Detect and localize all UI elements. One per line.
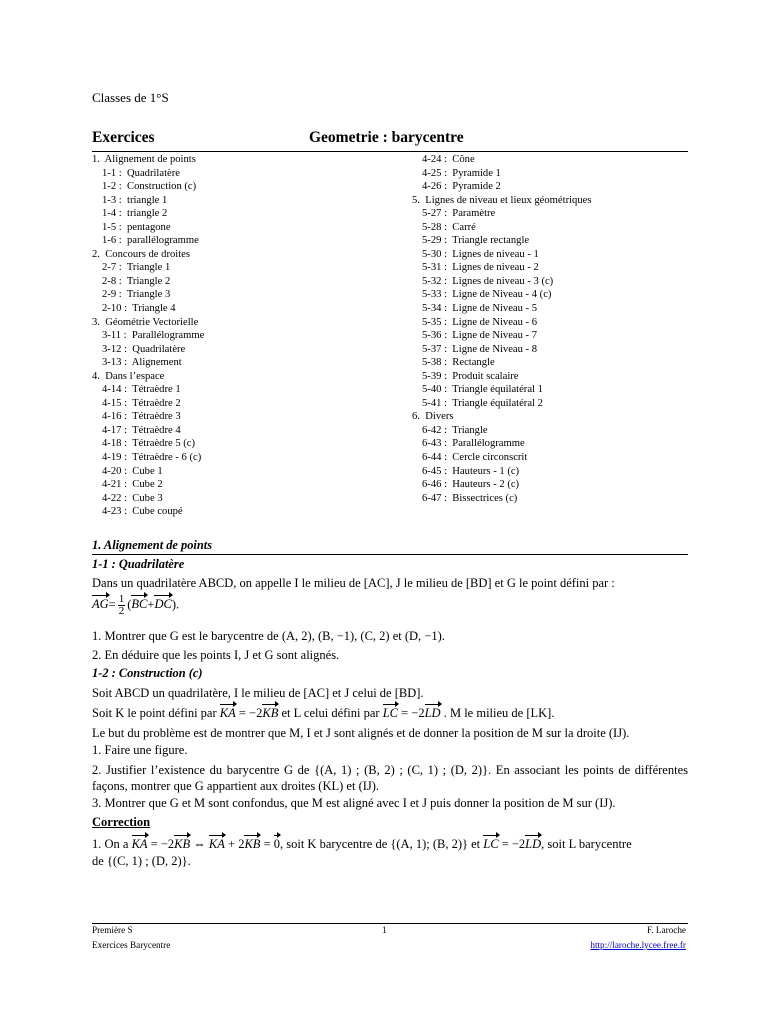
vector-ka: KA — [208, 837, 225, 851]
toc-exercise-item[interactable]: 5-27 : Paramètre — [422, 208, 496, 220]
toc-exercise-item[interactable]: 4-22 : Cube 3 — [102, 492, 163, 504]
toc-exercise-item[interactable]: 5-30 : Lignes de niveau - 1 — [422, 248, 539, 260]
text-fragment: Soit K le point défini par — [92, 706, 217, 720]
vector-lc: LC — [483, 837, 499, 851]
toc-exercise-item[interactable]: 3-13 : Alignement — [102, 357, 182, 369]
text-fragment: + 2 — [224, 837, 245, 851]
header-left-title: Exercices — [92, 129, 155, 146]
toc-exercise-item[interactable]: 6-44 : Cercle circonscrit — [422, 452, 528, 464]
toc-exercise-item[interactable]: 5-28 : Carré — [422, 221, 476, 233]
vector-lc: LC — [382, 706, 398, 720]
equivalence-sign: ⇔ — [190, 837, 209, 851]
toc-exercise-item[interactable]: 1-5 : pentagone — [102, 221, 171, 233]
toc-exercise-item[interactable]: 4-24 : Cône — [422, 154, 475, 165]
page-header — [92, 129, 688, 152]
toc-exercise-item[interactable]: 4-26 : Pyramide 2 — [422, 181, 501, 193]
toc-exercise-item[interactable]: 4-23 : Cube coupé — [102, 506, 183, 518]
zero-vector: 0 — [273, 837, 280, 851]
toc-exercise-item[interactable]: 6-46 : Hauteurs - 2 (c) — [422, 479, 520, 491]
footer-left-top: Première S — [92, 925, 133, 935]
fraction-denominator: 2 — [118, 605, 125, 617]
toc-left-column — [92, 153, 204, 519]
toc-exercise-item[interactable]: 5-39 : Produit scalaire — [422, 370, 519, 382]
page-number: 1 — [382, 925, 387, 935]
text-fragment: et L celui défini par — [281, 706, 380, 720]
toc-exercise-item[interactable]: 4-20 : Cube 1 — [102, 465, 163, 477]
correction-heading: Correction — [92, 815, 151, 829]
text-fragment: = −2 — [235, 706, 263, 720]
exercise-1-2-paragraph-1: Soit ABCD un quadrilatère, I le milieu de [AC] et J celui de [BD]. — [92, 686, 424, 700]
toc-exercise-item[interactable]: 5-29 : Triangle rectangle — [422, 235, 530, 247]
toc-exercise-item[interactable]: 6-43 : Parallélogramme — [422, 438, 525, 450]
toc-exercise-item[interactable]: 2-9 : Triangle 3 — [102, 289, 171, 301]
vector-bc: BC — [131, 597, 148, 612]
toc-exercise-item[interactable]: 5-38 : Rectangle — [422, 357, 495, 369]
toc-exercise-item[interactable]: 1-2 : Construction (c) — [102, 181, 197, 193]
toc-exercise-item[interactable]: 4-18 : Tétraèdre 5 (c) — [102, 438, 196, 450]
toc-exercise-item[interactable]: 4-25 : Pyramide 1 — [422, 167, 501, 179]
toc-exercise-item[interactable]: 5-33 : Ligne de Niveau - 4 (c) — [422, 289, 552, 301]
correction-line-1 — [92, 836, 688, 852]
exercise-1-2-question-1: 1. Faire une figure. — [92, 743, 188, 757]
section-title: 1. Alignement de points — [92, 538, 688, 555]
page-title: Geometrie : barycentre — [309, 129, 464, 146]
exercise-1-1-question-2: 2. En déduire que les points I, J et G sont alignés. — [92, 648, 340, 662]
toc-right-column — [412, 153, 591, 505]
toc-exercise-item[interactable]: 4-14 : Tétraèdre 1 — [102, 384, 181, 396]
footer-author: F. Laroche — [646, 925, 686, 935]
vector-ag: AG — [92, 597, 109, 612]
fraction-numerator: 1 — [118, 593, 125, 605]
text-fragment: . M le milieu de [LK]. — [443, 706, 555, 720]
toc-exercise-item[interactable]: 6-45 : Hauteurs - 1 (c) — [422, 465, 520, 477]
toc-exercise-item[interactable]: 5-37 : Ligne de Niveau - 8 — [422, 343, 538, 355]
text-fragment: , soit K barycentre de {(A, 1); (B, 2)} et — [280, 837, 481, 851]
toc-exercise-item[interactable]: 5-41 : Triangle équilatéral 2 — [422, 397, 543, 409]
text-fragment: = −2 — [147, 837, 175, 851]
exercise-1-2-question-3: 3. Montrer que G et M sont confondus, que M est aligné avec I et J puis donner la position de M sur (IJ). — [92, 796, 616, 810]
fraction-one-half — [118, 594, 126, 617]
vector-kb: KB — [244, 837, 261, 851]
equals-sign: = — [108, 597, 116, 612]
toc-exercise-item[interactable]: 1-6 : parallélogramme — [102, 235, 199, 247]
vector-kb: KB — [262, 706, 279, 720]
toc-section-item[interactable]: 1. Alignement de points — [92, 154, 196, 165]
vector-ka: KA — [219, 706, 236, 720]
plus-sign: + — [147, 597, 155, 612]
toc-exercise-item[interactable]: 4-16 : Tétraèdre 3 — [102, 411, 181, 423]
exercise-1-1-formula: AG= $\frac{1}{2}$ (BC+DC). — [92, 593, 180, 617]
toc-exercise-item[interactable]: 2-8 : Triangle 2 — [102, 275, 171, 287]
toc-exercise-item[interactable]: 3-12 : Quadrilatère — [102, 343, 186, 355]
correction-line-2: de {(C, 1) ; (D, 2)}. — [92, 854, 191, 868]
footer-website-link[interactable]: http://laroche.lycee.free.fr — [590, 940, 686, 950]
toc-exercise-item[interactable]: 2-7 : Triangle 1 — [102, 262, 171, 274]
toc-section-item[interactable]: 6. Divers — [412, 411, 454, 423]
toc-exercise-item[interactable]: 5-36 : Ligne de Niveau - 7 — [422, 330, 538, 342]
text-fragment: = −2 — [398, 706, 425, 720]
exercise-1-1-intro: Dans un quadrilatère ABCD, on appelle I le milieu de [AC], J le milieu de [BD] et G le point défini par : — [92, 576, 615, 590]
toc-exercise-item[interactable]: 3-11 : Parallélogramme — [102, 330, 205, 342]
class-label: Classes de 1°S — [92, 90, 169, 105]
toc-exercise-item[interactable]: 5-32 : Lignes de niveau - 3 (c) — [422, 275, 554, 287]
toc-exercise-item[interactable]: 5-31 : Lignes de niveau - 2 — [422, 262, 539, 274]
vector-ka: KA — [131, 837, 148, 851]
exercise-1-1-question-1: 1. Montrer que G est le barycentre de (A, 2), (B, −1), (C, 2) et (D, −1). — [92, 629, 445, 643]
toc-exercise-item[interactable]: 5-35 : Ligne de Niveau - 6 — [422, 316, 538, 328]
toc-section-item[interactable]: 2. Concours de droites — [92, 248, 190, 260]
exercise-title-1-1: 1-1 : Quadrilatère — [92, 557, 185, 571]
exercise-1-2-paragraph-3: Le but du problème est de montrer que M, I et J sont alignés et de donner la position de M sur la droite (IJ). — [92, 726, 630, 740]
toc-exercise-item[interactable]: 4-15 : Tétraèdre 2 — [102, 397, 181, 409]
text-fragment: = — [260, 837, 274, 851]
toc-exercise-item[interactable]: 4-21 : Cube 2 — [102, 479, 163, 491]
exercise-1-2-question-2: 2. Justifier l’existence du barycentre G de {(A, 1) ; (B, 2) ; (C, 1) ; (D, 2)}. En associant les points de différentes façons, montrer que G appartient aux droites (KL) et (IJ). — [92, 763, 688, 793]
toc-exercise-item[interactable]: 6-47 : Bissectrices (c) — [422, 492, 518, 504]
exercise-title-1-2: 1-2 : Construction (c) — [92, 666, 203, 680]
toc-exercise-item[interactable]: 4-17 : Tétraèdre 4 — [102, 424, 181, 436]
text-fragment: , soit L barycentre — [541, 837, 632, 851]
toc-exercise-item[interactable]: 5-40 : Triangle équilatéral 1 — [422, 384, 543, 396]
toc-section-item[interactable]: 3. Géométrie Vectorielle — [92, 316, 199, 328]
footer-divider — [92, 923, 688, 924]
toc-exercise-item[interactable]: 1-1 : Quadrilatère — [102, 167, 180, 179]
toc-exercise-item[interactable]: 5-34 : Ligne de Niveau - 5 — [422, 303, 538, 315]
toc-exercise-item[interactable]: 2-10 : Triangle 4 — [102, 303, 176, 315]
vector-dc: DC — [154, 597, 172, 612]
toc-section-item[interactable]: 4. Dans l’espace — [92, 370, 165, 382]
toc-section-item[interactable]: 5. Lignes de niveau et lieux géométriques — [412, 194, 592, 206]
toc-exercise-item[interactable]: 4-19 : Tétraèdre - 6 (c) — [102, 452, 202, 464]
toc-exercise-item[interactable]: 1-4 : triangle 2 — [102, 208, 168, 220]
footer-left-bottom: Exercices Barycentre — [92, 940, 171, 950]
toc-exercise-item[interactable]: 1-3 : triangle 1 — [102, 194, 168, 206]
vector-ld: LD — [424, 706, 441, 720]
exercise-1-2-paragraph-2 — [92, 705, 688, 721]
vector-ld: LD — [525, 837, 542, 851]
text-fragment: = −2 — [498, 837, 526, 851]
text-fragment: 1. On a — [92, 837, 129, 851]
toc-exercise-item[interactable]: 6-42 : Triangle — [422, 424, 488, 436]
vector-kb: KB — [174, 837, 191, 851]
